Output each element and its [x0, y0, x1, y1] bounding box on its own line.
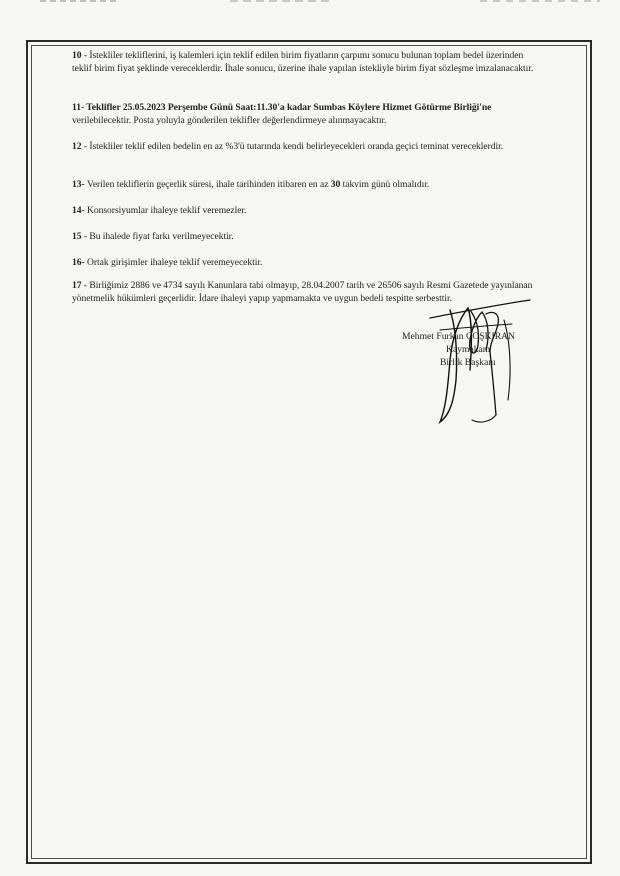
signatory-name: Mehmet Furkan COŞKIRAN: [402, 331, 515, 342]
clause-text: Bu ihalede fiyat farkı verilmeyecektir.: [89, 231, 234, 242]
clause-number: 16: [72, 257, 82, 268]
clause-text: verilebilecektir. Posta yoluyla gönderilen teklifler değerlendirmeye alınmayacaktır.: [72, 114, 387, 126]
clause-number: 17: [72, 280, 82, 291]
clause-number: 13: [72, 179, 82, 190]
clause-number: 14: [72, 205, 82, 216]
handwritten-signature: [420, 290, 540, 430]
clause-text: Birliğimiz 2886 ve 4734 sayılı Kanunlara tabi olmayıp, 28.04.2007 tarih ve 26506 sayılı Resmi Gazetede yayınlanan yönetmelik hükümleri geçerlidir. İdare ihaleyi yapıp yapmamakta ve uygun bedeli tespitte serbesttir.: [72, 280, 533, 304]
clause-11: 11- Teklifler 25.05.2023 Perşembe Günü Saat:11.30'a kadar Sumbas Köylere Hizmet Götürme Birliği'ne verilebilecektir. Posta yoluyla gönderilen teklifler değerlendirmeye alınmayacaktır.: [72, 102, 492, 126]
clause-text: Konsorsiyumlar ihaleye teklif veremezler.: [87, 205, 247, 216]
clause-number: 12: [72, 141, 82, 152]
clause-bold-text: Teklifler 25.05.2023 Perşembe Günü Saat:11.30'a kadar Sumbas Köylere Hizmet Götürme Birliği'ne: [86, 102, 492, 113]
clause-text: Verilen tekliflerin geçerlik süresi, ihale tarihinden itibaren en az: [87, 179, 331, 190]
clause-text: İstekliler teklif edilen bedelin en az %3'ü tutarında kendi belirleyecekleri oranda geçici teminat vereceklerdir.: [89, 141, 504, 152]
clause-bold-number: 30: [330, 179, 341, 190]
clause-number: 15: [72, 231, 82, 242]
clause-number: 10: [72, 50, 82, 61]
page-border-inner: [31, 45, 587, 859]
clause-13: 13- Verilen tekliflerin geçerlik süresi, ihale tarihinden itibaren en az 30 takvim günü olmalıdır.: [72, 179, 430, 190]
clause-number: 11: [72, 102, 81, 113]
scan-edge-decoration: [0, 0, 620, 4]
clause-17: 17 - Birliğimiz 2886 ve 4734 sayılı Kanunlara tabi olmayıp, 28.04.2007 tarih ve 26506 sayılı Resmi Gazetede yayınlanan yönetmelik hükümleri geçerlidir. İdare ihaleyi yapıp yapmamakta ve uygun bedeli tespitte serbesttir.: [72, 280, 533, 304]
clause-12: 12 - İstekliler teklif edilen bedelin en az %3'ü tutarında kendi belirleyecekleri oranda geçici teminat vereceklerdir.: [72, 141, 504, 152]
clause-14: 14- Konsorsiyumlar ihaleye teklif veremezler.: [72, 205, 247, 216]
clause-text: Ortak girişimler ihaleye teklif veremeyecektir.: [87, 257, 263, 268]
signatory-title: Kaymakam: [446, 344, 491, 355]
clause-16: 16- Ortak girişimler ihaleye teklif veremeyecektir.: [72, 257, 263, 268]
clause-15: 15 - Bu ihalede fiyat farkı verilmeyecektir.: [72, 231, 234, 242]
clause-text: İstekliler tekliflerini, iş kalemleri için teklif edilen birim fiyatların çarpımı sonucu bulunan toplam bedel üzerinden teklif birim fiyat şeklinde vereceklerdir. İhale sonucu, üzerine ihale yapılan istekliyle birim fiyat sözleşme imzalanacaktır.: [72, 50, 534, 74]
signatory-role: Birlik Başkanı: [440, 357, 496, 368]
clause-10: 10 - İstekliler tekliflerini, iş kalemleri için teklif edilen birim fiyatların çarpımı sonucu bulunan toplam bedel üzerinden teklif birim fiyat şeklinde vereceklerdir. İhale sonucu, üzerine ihale yapılan istekliyle birim fiyat sözleşme imzalanacaktır.: [72, 50, 534, 74]
